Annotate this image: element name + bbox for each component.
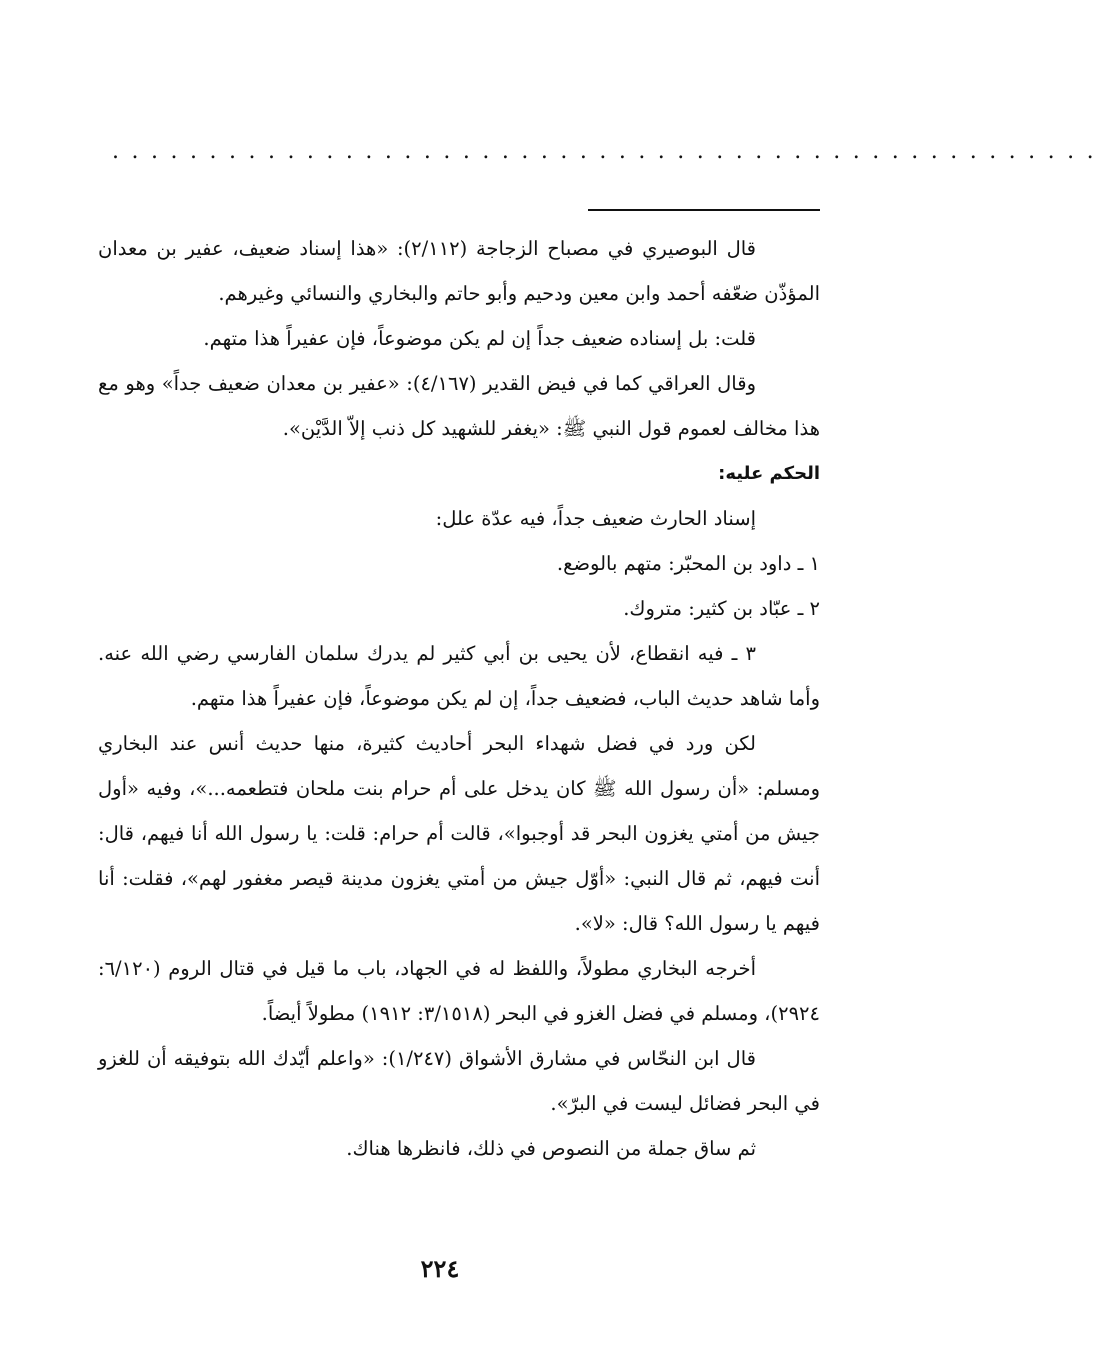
list-item-defect-3: ٣ ـ فيه انقطاع، لأن يحيى بن أبي كثير لم يدرك سلمان الفارسي رضي الله عنه. وأما شاهد حديث الباب، فضعيف جداً، إن لم يكن موضوعاً، فإن عفيراً هذا متهم. (98, 642, 820, 710)
paragraph-closing: ثم ساق جملة من النصوص في ذلك، فانظرها هناك. (346, 1137, 756, 1160)
paragraph-author-comment: قلت: بل إسناده ضعيف جداً إن لم يكن موضوعاً، فإن عفيراً هذا متهم. (203, 327, 756, 350)
list-item-defect-1: ١ ـ داود بن المحبّر: متهم بالوضع. (556, 552, 820, 575)
paragraph-sea-martyrs: لكن ورد في فضل شهداء البحر أحاديث كثيرة، منها حديث أنس عند البخاري ومسلم: «أن رسول الله ﷺ كان يدخل على أم حرام بنت ملحان فتطعمه...»، وفيه «أول جيش من أمتي يغزون البحر قد أوجبوا»، قالت أم حرام: قلت: يا رسول الله أنا فيهم، قال: أنت فيهم، ثم قال النبي: «أوّل جيش من أمتي يغزون مدينة قيصر مغفور لهم»، فقلت: أنا فيهم يا رسول الله؟ قال: «لا». (98, 732, 820, 935)
list-item-defect-2: ٢ ـ عبّاد بن كثير: متروك. (623, 597, 820, 620)
paragraph-ruling-intro: إسناد الحارث ضعيف جداً، فيه عدّة علل: (435, 507, 756, 530)
paragraph-takhrij: أخرجه البخاري مطولاً، واللفظ له في الجهاد، باب ما قيل في قتال الروم (٦/١٢٠: ٢٩٢٤)، ومسلم في فضل الغزو في البحر (٣/١٥١٨: ١٩١٢) مطولاً أيضاً. (98, 957, 820, 1025)
paragraph-iraqi-quote: وقال العراقي كما في فيض القدير (٤/١٦٧): «عفير بن معدان ضعيف جداً» وهو مع هذا مخالف لعموم قول النبي ﷺ: «يغفر للشهيد كل ذنب إلاّ الدَّيْن». (98, 372, 820, 440)
page-body (98, 226, 820, 1171)
footnote-separator-rule (588, 209, 820, 211)
paragraph-ibn-nahhas-quote: قال ابن النحّاس في مشارق الأشواق (١/٢٤٧): «واعلم أيّدك الله بتوفيقه أن للغزو في البحر فضائل ليست في البرّ». (98, 1047, 820, 1115)
paragraph-busiri-quote: قال البوصيري في مصباح الزجاجة (٢/١١٢): «هذا إسناد ضعيف، عفير بن معدان المؤذّن ضعّفه أحمد وابن معين ودحيم وأبو حاتم والبخاري والنسائي وغيرهم. (98, 237, 820, 305)
page-number: ٢٢٤ (420, 1254, 460, 1283)
dot-leader: ................................................... (112, 139, 1106, 164)
section-heading-ruling: الحكم عليه: (718, 463, 820, 484)
